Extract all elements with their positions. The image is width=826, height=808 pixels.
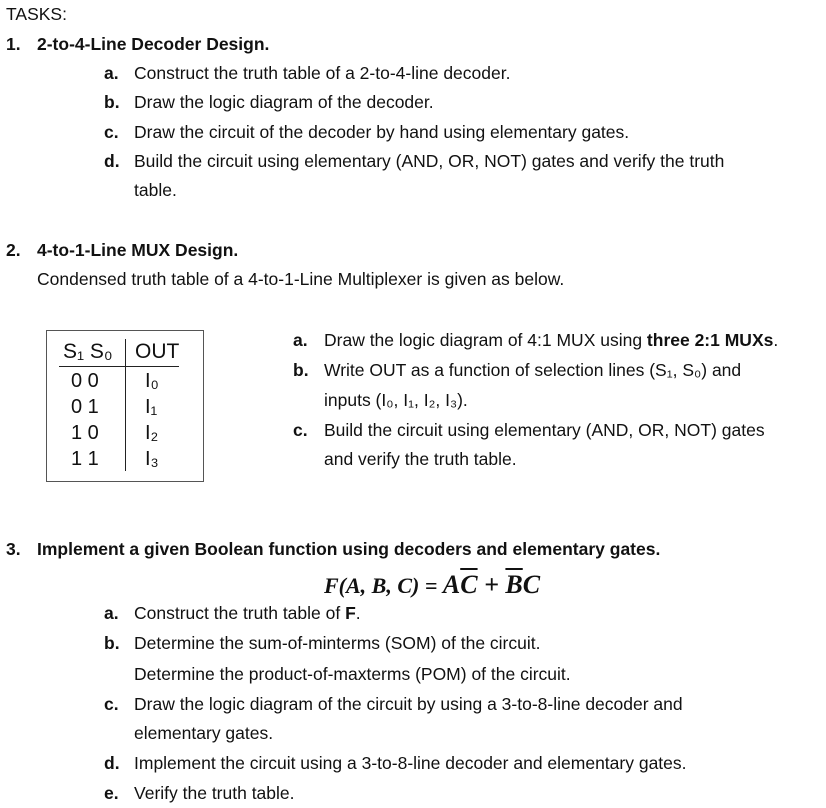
task1-title: 2-to-4-Line Decoder Design.: [37, 34, 270, 54]
task3-item-b-label: b.: [104, 633, 120, 653]
task2-item-b-label: b.: [293, 360, 309, 380]
formula-term1-c-bar: $\overline{C}$: [460, 570, 478, 599]
table-row-sel: 1 0: [71, 422, 99, 444]
table-header-select: S₁ S₀: [63, 340, 113, 363]
task1-item-c-label: c.: [104, 122, 119, 142]
task2-intro: Condensed truth table of a 4-to-1-Line Multiplexer is given as below.: [37, 269, 565, 289]
task2-item-a-pre: Draw the logic diagram of 4:1 MUX using: [324, 330, 647, 350]
table-vertical-divider: [125, 339, 126, 471]
table-row-out: I₂: [145, 422, 159, 444]
task1-item-b-text: Draw the logic diagram of the decoder.: [134, 92, 434, 112]
table-row-out: I₃: [145, 448, 159, 470]
task3-item-d-text: Implement the circuit using a 3-to-8-line decoder and elementary gates.: [134, 753, 687, 773]
task3-item-e-text: Verify the truth table.: [134, 783, 295, 803]
task1-item-d-label: d.: [104, 151, 120, 171]
task2-item-b-cont: inputs (I₀, I₁, I₂, I₃).: [324, 390, 468, 410]
task2-item-c-label: c.: [293, 420, 308, 440]
formula-plus: +: [477, 570, 506, 599]
task3-item-d-label: d.: [104, 753, 120, 773]
formula-term2-b-bar: $\overline{B}$: [505, 570, 523, 599]
task2-item-a-text: [324, 332, 778, 350]
task3-number: 3.: [6, 539, 21, 559]
task3-item-a-pre: Construct the truth table of: [134, 603, 346, 623]
task2-item-a-post: .: [773, 330, 779, 350]
task2-title: 4-to-1-Line MUX Design.: [37, 240, 239, 260]
formula-lhs: F(A, B, C) =: [324, 573, 443, 598]
task1-item-d-text: Build the circuit using elementary (AND, OR, NOT) gates and verify the truth: [134, 151, 725, 171]
table-header-divider: [59, 366, 179, 367]
task3-item-c-text: Draw the logic diagram of the circuit by using a 3-to-8-line decoder and: [134, 694, 683, 714]
task3-item-a-bold: F: [345, 603, 356, 623]
table-row-out: I₀: [145, 370, 159, 392]
task2-item-a-label: a.: [293, 330, 308, 350]
task3-title: Implement a given Boolean function using decoders and elementary gates.: [37, 539, 661, 559]
task3-item-a-post: .: [355, 603, 361, 623]
task1-number: 1.: [6, 34, 21, 54]
task1-item-a-text: Construct the truth table of a 2-to-4-line decoder.: [134, 63, 511, 83]
table-row-sel: 0 1: [71, 396, 99, 418]
task3-item-a-text: [134, 605, 361, 623]
task2-item-b-text: Write OUT as a function of selection lines (S₁, S₀) and: [324, 360, 742, 380]
task2-item-c-cont: and verify the truth table.: [324, 449, 517, 469]
table-header-out: OUT: [135, 340, 180, 363]
task1-item-b-label: b.: [104, 92, 120, 112]
page-heading: TASKS:: [6, 4, 67, 24]
mux-truth-table: [46, 330, 204, 482]
boolean-function: [324, 570, 540, 600]
task1-item-a-label: a.: [104, 63, 119, 83]
task3-item-c-cont: elementary gates.: [134, 723, 274, 743]
table-row-sel: 0 0: [71, 370, 99, 392]
formula-term1-a: A: [442, 570, 461, 599]
task2-number: 2.: [6, 240, 21, 260]
task2-item-a-bold: three 2:1 MUXs: [646, 330, 774, 350]
task3-item-b-text: Determine the sum-of-minterms (SOM) of the circuit.: [134, 633, 541, 653]
table-row-sel: 1 1: [71, 448, 99, 470]
task3-item-b-cont: Determine the product-of-maxterms (POM) of the circuit.: [134, 664, 571, 684]
task3-item-c-label: c.: [104, 694, 119, 714]
task3-item-a-label: a.: [104, 603, 119, 623]
table-row-out: I₁: [145, 396, 158, 418]
formula-term2-c: C: [522, 570, 541, 599]
task3-item-e-label: e.: [104, 783, 119, 803]
task1-item-c-text: Draw the circuit of the decoder by hand using elementary gates.: [134, 122, 630, 142]
task1-item-d-cont: table.: [134, 180, 177, 200]
task2-item-c-text: Build the circuit using elementary (AND, OR, NOT) gates: [324, 420, 765, 440]
